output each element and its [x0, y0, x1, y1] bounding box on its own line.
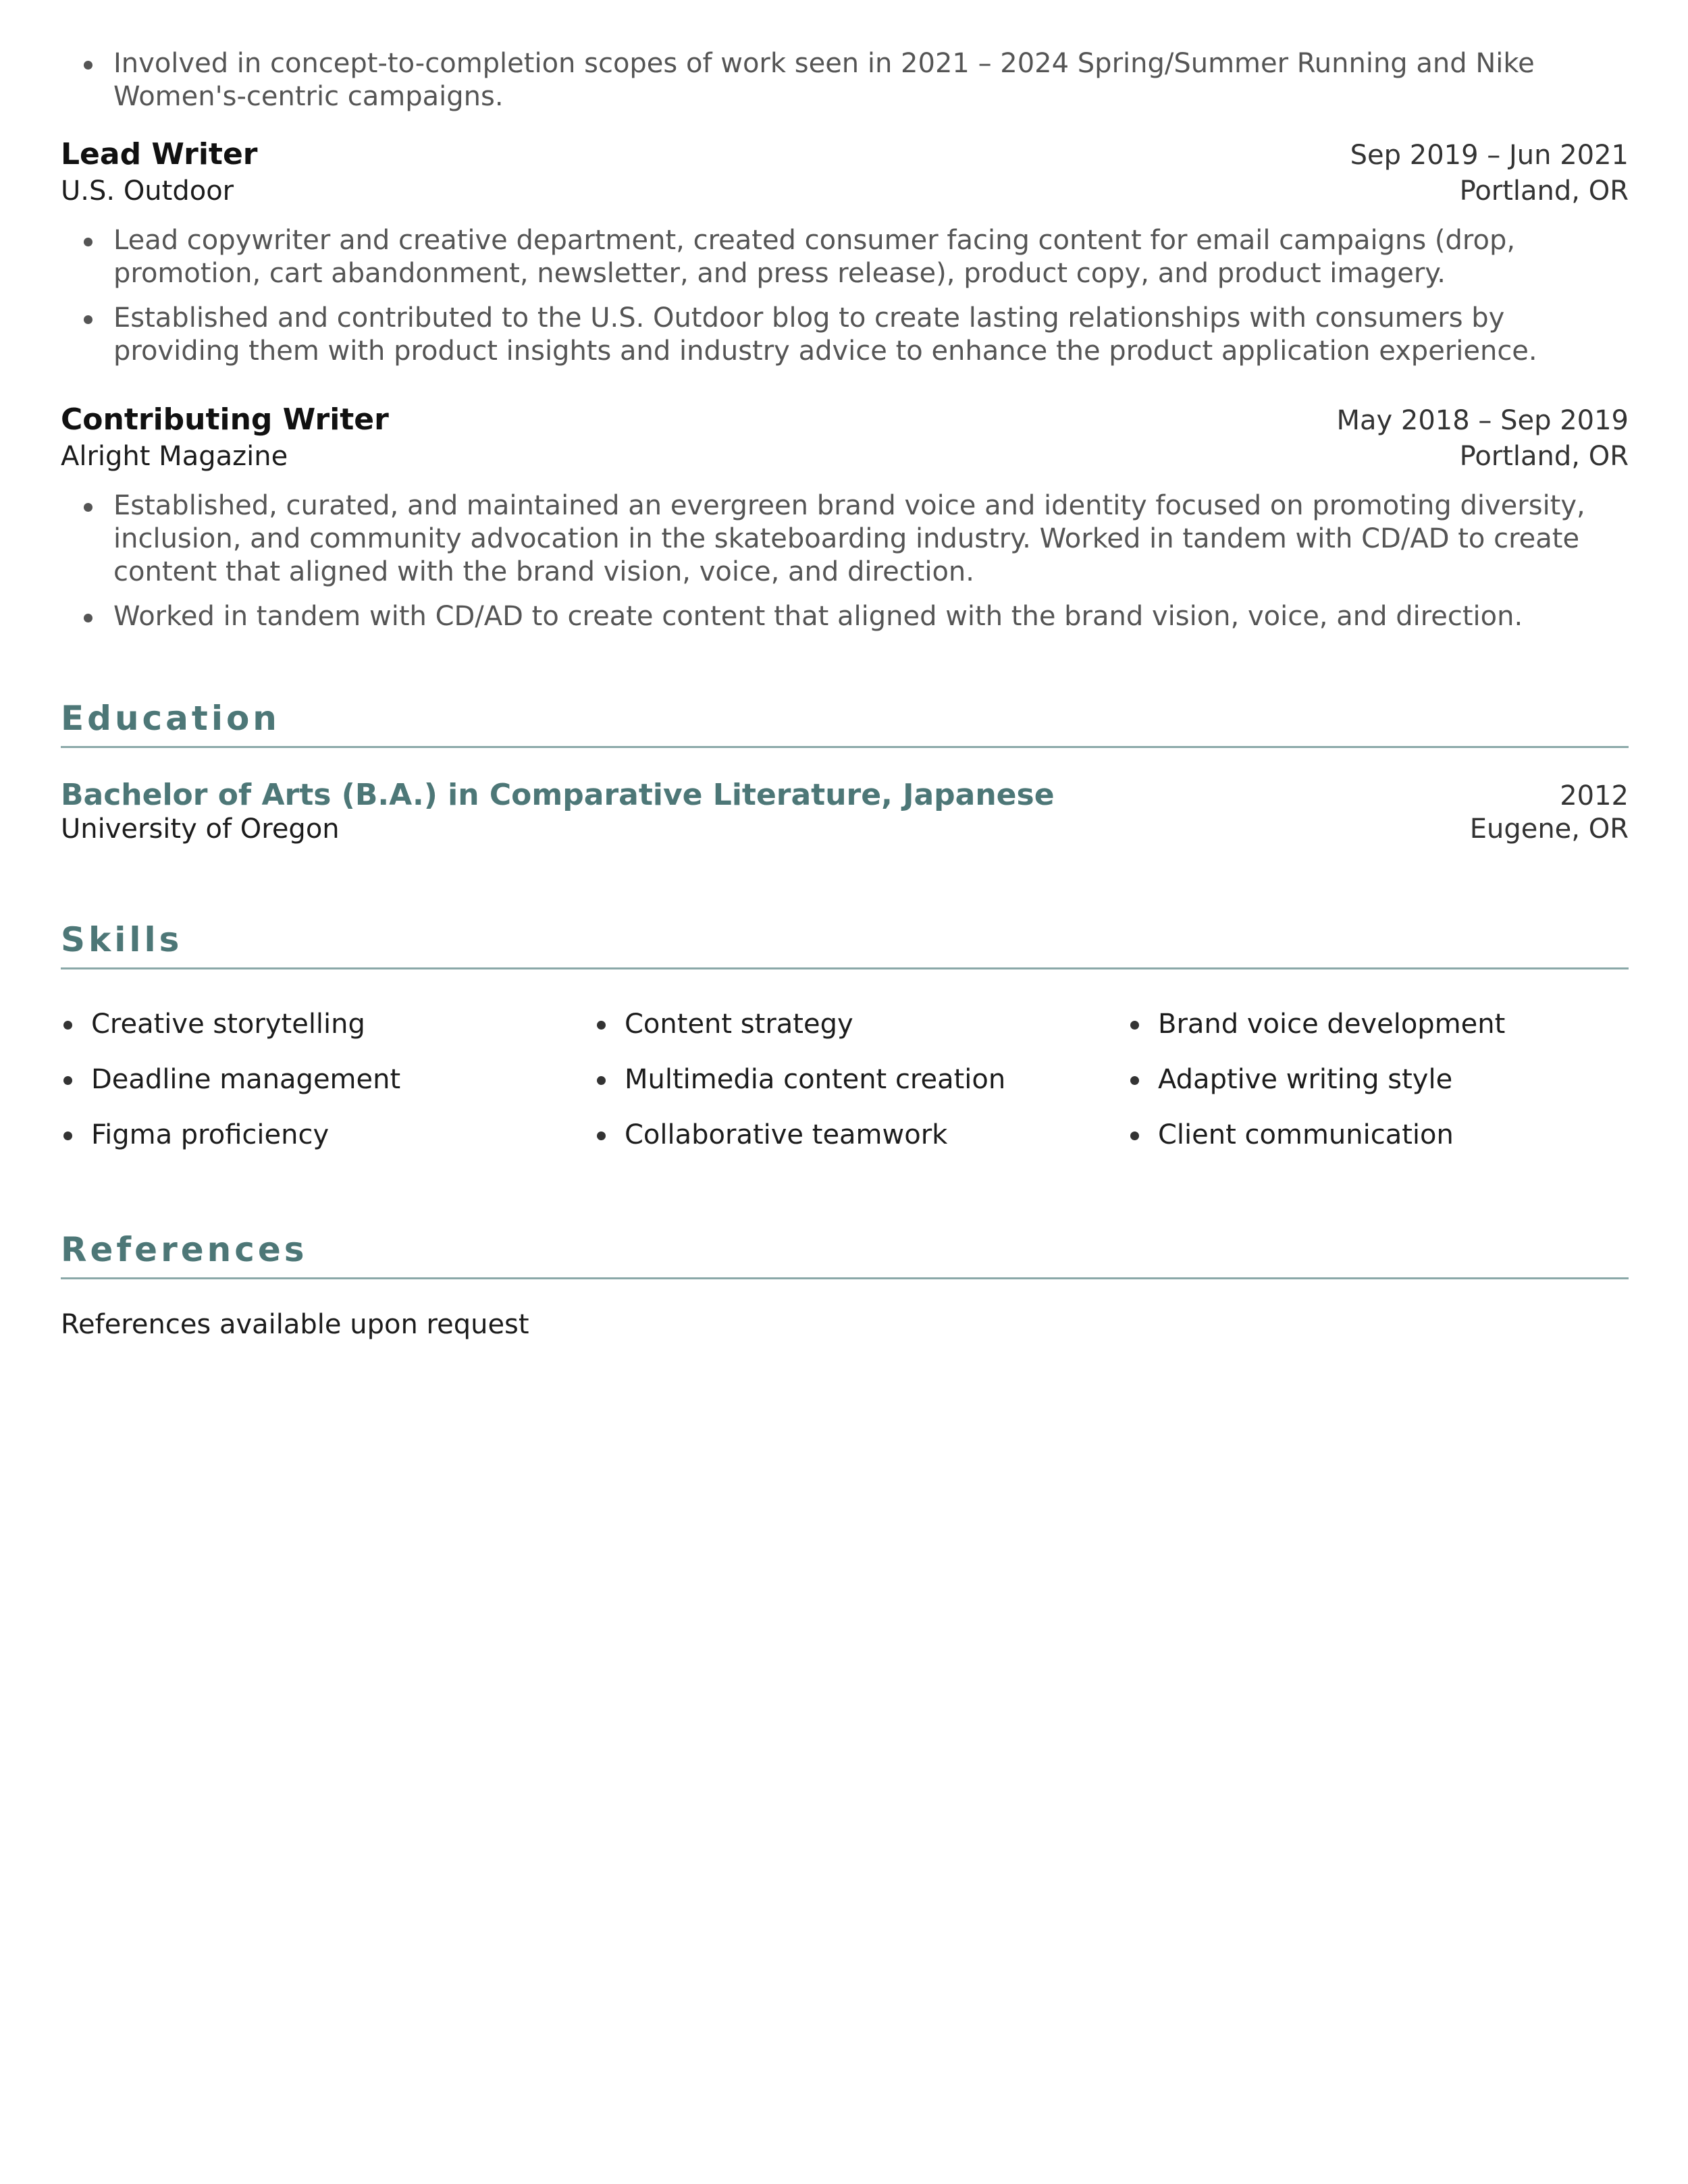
job-company: Alright Magazine — [61, 441, 288, 472]
job-title: Lead Writer — [61, 137, 258, 171]
skill-item: Multimedia content creation — [594, 1063, 1128, 1097]
job-entry-contributing-writer — [61, 402, 1629, 645]
education-section — [61, 699, 1629, 845]
job-date: Sep 2019 – Jun 2021 — [1350, 140, 1629, 171]
education-year: 2012 — [1560, 780, 1629, 811]
skill-item: Creative storytelling — [61, 1007, 594, 1042]
list-item: Involved in concept-to-completion scopes of work seen in 2021 – 2024 Spring/Summer Running and Nike Women's-centric campaigns. — [113, 47, 1629, 113]
education-subheader — [61, 814, 1629, 845]
education-degree: Bachelor of Arts (B.A.) in Comparative Literature, Japanese — [61, 778, 1055, 812]
education-header — [61, 778, 1629, 812]
education-school: University of Oregon — [61, 814, 340, 845]
job-header — [61, 402, 1629, 441]
skill-item: Figma proficiency — [61, 1118, 594, 1152]
job-location: Portland, OR — [1459, 176, 1629, 207]
list-item: Worked in tandem with CD/AD to create content that aligned with the brand vision, voice, and direction. — [113, 600, 1629, 633]
job-header — [61, 137, 1629, 176]
references-section — [61, 1230, 1629, 1340]
bullet-list — [61, 47, 1629, 113]
skill-item: Content strategy — [594, 1007, 1128, 1042]
job-title: Contributing Writer — [61, 402, 389, 437]
education-location: Eugene, OR — [1469, 814, 1629, 845]
section-title-education: Education — [61, 699, 1629, 748]
skills-grid — [61, 1007, 1629, 1152]
section-title-skills: Skills — [61, 920, 1629, 969]
bullet-list — [61, 224, 1629, 368]
skill-item: Adaptive writing style — [1128, 1063, 1629, 1097]
skill-item: Client communication — [1128, 1118, 1629, 1152]
job-location: Portland, OR — [1459, 441, 1629, 472]
list-item: Established and contributed to the U.S. Outdoor blog to create lasting relationships with consumers by providing them with product insights and industry advice to enhance the product application experience. — [113, 302, 1629, 368]
section-title-references: References — [61, 1230, 1629, 1279]
job-subheader — [61, 441, 1629, 479]
job-company: U.S. Outdoor — [61, 176, 234, 207]
skills-section — [61, 920, 1629, 1152]
references-text: References available upon request — [61, 1309, 529, 1340]
job-subheader — [61, 176, 1629, 214]
bullet-list — [61, 489, 1629, 633]
list-item: Lead copywriter and creative department, created consumer facing content for email campaigns (drop, promotion, cart abandonment, newsletter, and press release), product copy, and product imagery. — [113, 224, 1629, 290]
job-entry-lead-writer — [61, 137, 1629, 379]
skill-item: Brand voice development — [1128, 1007, 1629, 1042]
list-item: Established, curated, and maintained an evergreen brand voice and identity focused on promoting diversity, inclusion, and community advocation in the skateboarding industry. Worked in tandem with CD/AD to create content that aligned with the brand vision, voice, and direction. — [113, 489, 1629, 589]
job-date: May 2018 – Sep 2019 — [1336, 405, 1629, 436]
skill-item: Deadline management — [61, 1063, 594, 1097]
experience-continued — [61, 47, 1629, 125]
skill-item: Collaborative teamwork — [594, 1118, 1128, 1152]
